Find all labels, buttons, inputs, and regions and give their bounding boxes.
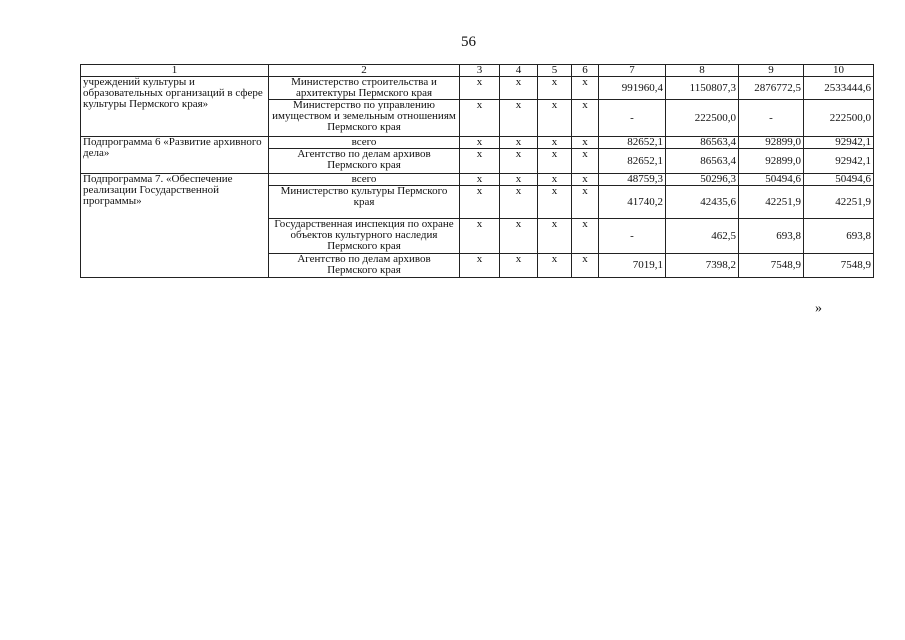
x-mark: x [572, 100, 599, 137]
x-mark: x [538, 174, 572, 186]
agency-name: Агентство по делам архивов Пермского края [269, 149, 460, 174]
amount-cell: 7548,9 [739, 254, 804, 278]
amount-cell: 50494,6 [804, 174, 874, 186]
amount-cell: 92942,1 [804, 137, 874, 149]
x-mark: x [460, 100, 500, 137]
agency-name: Министерство по управлению имуществом и земельным отношениям Пермского края [269, 100, 460, 137]
x-mark: x [572, 254, 599, 278]
amount-cell: 7548,9 [804, 254, 874, 278]
amount-cell: - [739, 100, 804, 137]
x-mark: x [572, 149, 599, 174]
table-header-row [81, 65, 874, 77]
amount-cell: 92899,0 [739, 137, 804, 149]
x-mark: x [538, 186, 572, 219]
amount-cell: 86563,4 [666, 149, 739, 174]
column-header: 9 [739, 65, 804, 77]
column-header: 3 [460, 65, 500, 77]
amount-cell: 50494,6 [739, 174, 804, 186]
subprogram-title: Подпрограмма 6 «Развитие архивного дела» [81, 137, 269, 174]
x-mark: x [460, 137, 500, 149]
column-header: 8 [666, 65, 739, 77]
x-mark: x [572, 137, 599, 149]
amount-cell: 92942,1 [804, 149, 874, 174]
amount-cell: 991960,4 [599, 77, 666, 100]
x-mark: x [460, 77, 500, 100]
agency-name: Государственная инспекция по охране объектов культурного наследия Пермского края [269, 219, 460, 254]
budget-table [80, 64, 874, 278]
amount-cell: 92899,0 [739, 149, 804, 174]
x-mark: x [460, 174, 500, 186]
x-mark: x [500, 174, 538, 186]
amount-cell: 42251,9 [739, 186, 804, 219]
column-header: 7 [599, 65, 666, 77]
amount-cell: - [599, 100, 666, 137]
x-mark: x [572, 186, 599, 219]
table-row [81, 137, 874, 149]
x-mark: x [500, 254, 538, 278]
x-mark: x [500, 137, 538, 149]
x-mark: x [460, 186, 500, 219]
column-header: 2 [269, 65, 460, 77]
x-mark: x [572, 77, 599, 100]
amount-cell: 82652,1 [599, 137, 666, 149]
x-mark: x [538, 77, 572, 100]
amount-cell: - [599, 219, 666, 254]
column-header: 4 [500, 65, 538, 77]
amount-cell: 693,8 [739, 219, 804, 254]
agency-name: всего [269, 137, 460, 149]
x-mark: x [500, 77, 538, 100]
x-mark: x [538, 137, 572, 149]
x-mark: x [572, 174, 599, 186]
x-mark: x [460, 219, 500, 254]
x-mark: x [460, 254, 500, 278]
amount-cell: 693,8 [804, 219, 874, 254]
amount-cell: 42251,9 [804, 186, 874, 219]
agency-name: Министерство культуры Пермского края [269, 186, 460, 219]
amount-cell: 2533444,6 [804, 77, 874, 100]
amount-cell: 222500,0 [804, 100, 874, 137]
amount-cell: 41740,2 [599, 186, 666, 219]
column-header: 10 [804, 65, 874, 77]
table-row [81, 174, 874, 186]
amount-cell: 42435,6 [666, 186, 739, 219]
amount-cell: 50296,3 [666, 174, 739, 186]
x-mark: x [538, 254, 572, 278]
x-mark: x [460, 149, 500, 174]
x-mark: x [538, 149, 572, 174]
amount-cell: 1150807,3 [666, 77, 739, 100]
amount-cell: 2876772,5 [739, 77, 804, 100]
table-row [81, 77, 874, 100]
page-number: 56 [461, 34, 476, 50]
x-mark: x [538, 100, 572, 137]
agency-name: Министерство строительства и архитектуры Пермского края [269, 77, 460, 100]
agency-name: Агентство по делам архивов Пермского края [269, 254, 460, 278]
x-mark: x [538, 219, 572, 254]
amount-cell: 7019,1 [599, 254, 666, 278]
x-mark: x [572, 219, 599, 254]
subprogram-title: учреждений культуры и образовательных организаций в сфере культуры Пермского края» [81, 77, 269, 137]
x-mark: x [500, 219, 538, 254]
closing-quote: » [815, 301, 822, 316]
agency-name: всего [269, 174, 460, 186]
amount-cell: 82652,1 [599, 149, 666, 174]
amount-cell: 7398,2 [666, 254, 739, 278]
x-mark: x [500, 100, 538, 137]
column-header: 5 [538, 65, 572, 77]
x-mark: x [500, 149, 538, 174]
subprogram-title: Подпрограмма 7. «Обеспечение реализации Государственной программы» [81, 174, 269, 278]
amount-cell: 462,5 [666, 219, 739, 254]
column-header: 6 [572, 65, 599, 77]
amount-cell: 86563,4 [666, 137, 739, 149]
amount-cell: 48759,3 [599, 174, 666, 186]
x-mark: x [500, 186, 538, 219]
amount-cell: 222500,0 [666, 100, 739, 137]
column-header: 1 [81, 65, 269, 77]
